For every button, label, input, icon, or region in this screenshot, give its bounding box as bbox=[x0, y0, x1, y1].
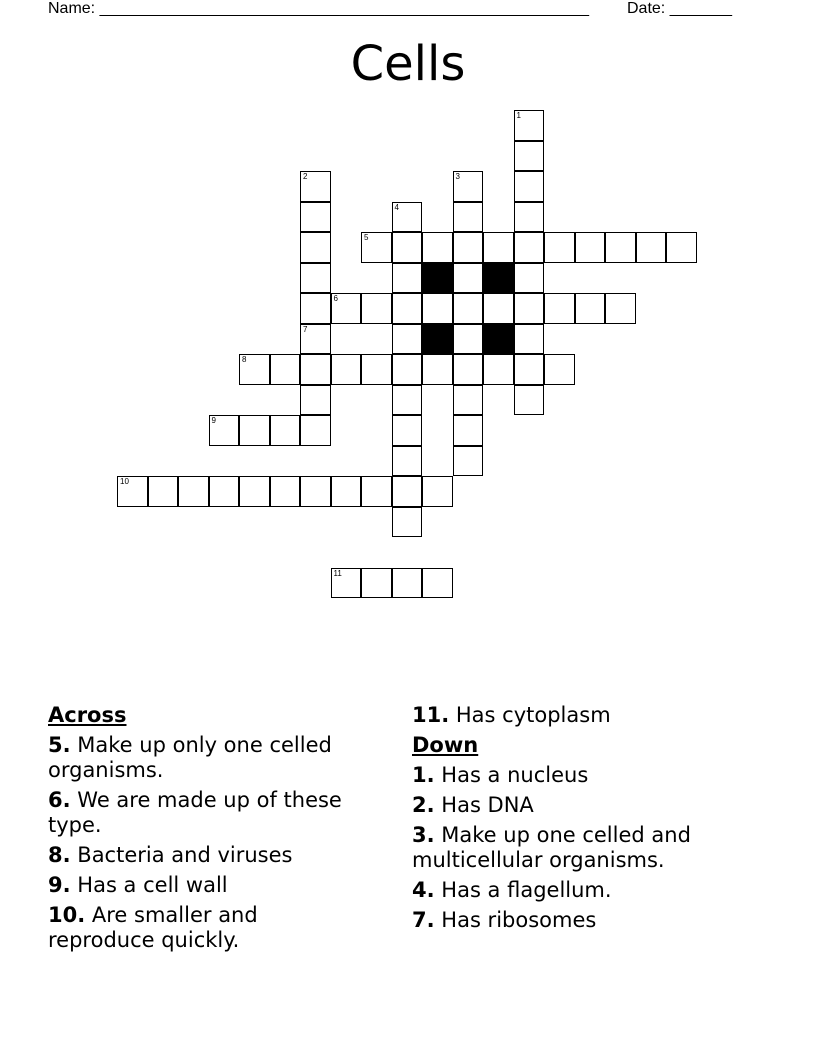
grid-cell[interactable] bbox=[514, 263, 545, 294]
grid-cell[interactable] bbox=[575, 293, 606, 324]
grid-cell[interactable] bbox=[453, 202, 484, 233]
grid-cell[interactable] bbox=[453, 263, 484, 294]
grid-clue-number: 3 bbox=[455, 172, 460, 181]
grid-cell[interactable] bbox=[361, 568, 392, 599]
grid-cell[interactable] bbox=[453, 293, 484, 324]
grid-cell[interactable] bbox=[666, 232, 697, 263]
grid-cell[interactable] bbox=[300, 385, 331, 416]
grid-cell[interactable] bbox=[514, 354, 545, 385]
clues-column-left bbox=[48, 703, 378, 958]
grid-cell[interactable] bbox=[300, 324, 331, 355]
grid-cell[interactable] bbox=[300, 293, 331, 324]
grid-cell[interactable] bbox=[239, 476, 270, 507]
grid-block bbox=[483, 324, 514, 355]
grid-clue-number: 1 bbox=[516, 111, 521, 120]
clue-across-9: 9. Has a cell wall bbox=[48, 873, 228, 897]
grid-cell[interactable] bbox=[422, 232, 453, 263]
grid-cell[interactable] bbox=[514, 293, 545, 324]
grid-cell[interactable] bbox=[300, 263, 331, 294]
grid-block bbox=[483, 263, 514, 294]
grid-cell[interactable] bbox=[453, 354, 484, 385]
clue-across-6: 6. We are made up of these type. bbox=[48, 788, 342, 837]
clue-down-3: 3. Make up one celled and multicellular organisms. bbox=[412, 823, 691, 872]
grid-cell[interactable] bbox=[453, 232, 484, 263]
grid-cell[interactable] bbox=[361, 354, 392, 385]
grid-cell[interactable] bbox=[331, 568, 362, 599]
grid-cell[interactable] bbox=[575, 232, 606, 263]
date-line[interactable]: Date: _______ bbox=[627, 0, 732, 17]
grid-cell[interactable] bbox=[544, 232, 575, 263]
grid-cell[interactable] bbox=[422, 476, 453, 507]
page-title: Cells bbox=[350, 36, 466, 92]
down-heading: Down bbox=[412, 733, 479, 757]
grid-clue-number: 9 bbox=[211, 416, 216, 425]
grid-cell[interactable] bbox=[117, 476, 148, 507]
clues-column-right bbox=[412, 703, 752, 938]
grid-cell[interactable] bbox=[392, 263, 423, 294]
grid-cell[interactable] bbox=[300, 202, 331, 233]
grid-cell[interactable] bbox=[544, 354, 575, 385]
grid-cell[interactable] bbox=[636, 232, 667, 263]
grid-cell[interactable] bbox=[361, 293, 392, 324]
name-line[interactable]: Name: _______________________________________________________ bbox=[48, 0, 589, 17]
grid-cell[interactable] bbox=[392, 293, 423, 324]
clue-down-7: 7. Has ribosomes bbox=[412, 908, 597, 932]
grid-cell[interactable] bbox=[514, 232, 545, 263]
grid-cell[interactable] bbox=[239, 354, 270, 385]
grid-cell[interactable] bbox=[331, 476, 362, 507]
grid-cell[interactable] bbox=[392, 568, 423, 599]
grid-cell[interactable] bbox=[392, 202, 423, 233]
grid-cell[interactable] bbox=[453, 446, 484, 477]
grid-cell[interactable] bbox=[392, 354, 423, 385]
grid-cell[interactable] bbox=[300, 354, 331, 385]
grid-cell[interactable] bbox=[300, 415, 331, 446]
grid-cell[interactable] bbox=[514, 171, 545, 202]
grid-cell[interactable] bbox=[392, 476, 423, 507]
grid-cell[interactable] bbox=[605, 293, 636, 324]
grid-cell[interactable] bbox=[361, 232, 392, 263]
grid-cell[interactable] bbox=[514, 141, 545, 172]
grid-cell[interactable] bbox=[483, 354, 514, 385]
grid-cell[interactable] bbox=[148, 476, 179, 507]
grid-cell[interactable] bbox=[300, 171, 331, 202]
grid-cell[interactable] bbox=[453, 324, 484, 355]
grid-cell[interactable] bbox=[605, 232, 636, 263]
grid-clue-number: 8 bbox=[242, 355, 247, 364]
grid-cell[interactable] bbox=[422, 568, 453, 599]
grid-cell[interactable] bbox=[331, 293, 362, 324]
grid-cell[interactable] bbox=[514, 110, 545, 141]
clue-across-11: 11. Has cytoplasm bbox=[412, 703, 611, 727]
clue-across-8: 8. Bacteria and viruses bbox=[48, 843, 293, 867]
grid-cell[interactable] bbox=[392, 385, 423, 416]
grid-cell[interactable] bbox=[544, 293, 575, 324]
grid-cell[interactable] bbox=[270, 476, 301, 507]
grid-cell[interactable] bbox=[392, 232, 423, 263]
grid-cell[interactable] bbox=[300, 232, 331, 263]
grid-cell[interactable] bbox=[209, 476, 240, 507]
grid-cell[interactable] bbox=[270, 415, 301, 446]
across-heading: Across bbox=[48, 703, 127, 727]
grid-cell[interactable] bbox=[453, 415, 484, 446]
grid-cell[interactable] bbox=[483, 232, 514, 263]
grid-clue-number: 7 bbox=[303, 324, 308, 334]
grid-block bbox=[422, 263, 453, 294]
grid-cell[interactable] bbox=[392, 415, 423, 446]
grid-cell[interactable] bbox=[453, 385, 484, 416]
grid-clue-number: 5 bbox=[364, 233, 369, 242]
clue-across-10: 10. Are smaller and reproduce quickly. bbox=[48, 903, 258, 952]
grid-cell[interactable] bbox=[422, 293, 453, 324]
grid-cell[interactable] bbox=[361, 476, 392, 507]
grid-clue-number: 6 bbox=[333, 294, 338, 303]
grid-cell[interactable] bbox=[392, 446, 423, 477]
grid-cell[interactable] bbox=[453, 171, 484, 202]
grid-clue-number: 10 bbox=[120, 477, 129, 486]
grid-cell[interactable] bbox=[422, 354, 453, 385]
grid-cell[interactable] bbox=[514, 385, 545, 416]
grid-cell[interactable] bbox=[392, 324, 423, 355]
grid-clue-number: 4 bbox=[394, 202, 399, 212]
grid-cell[interactable] bbox=[209, 415, 240, 446]
clue-down-2: 2. Has DNA bbox=[412, 793, 534, 817]
grid-cell[interactable] bbox=[270, 354, 301, 385]
grid-clue-number: 11 bbox=[333, 568, 342, 578]
grid-block bbox=[422, 324, 453, 355]
grid-cell[interactable] bbox=[514, 202, 545, 233]
clue-down-1: 1. Has a nucleus bbox=[412, 763, 589, 787]
grid-cell[interactable] bbox=[331, 354, 362, 385]
grid-cell[interactable] bbox=[514, 324, 545, 355]
grid-cell[interactable] bbox=[392, 507, 423, 538]
grid-cell[interactable] bbox=[178, 476, 209, 507]
grid-cell[interactable] bbox=[239, 415, 270, 446]
grid-clue-number: 2 bbox=[303, 172, 308, 181]
clue-down-4: 4. Has a flagellum. bbox=[412, 878, 612, 902]
clue-across-5: 5. Make up only one celled organisms. bbox=[48, 733, 332, 782]
grid-cell[interactable] bbox=[300, 476, 331, 507]
grid-cell[interactable] bbox=[483, 293, 514, 324]
